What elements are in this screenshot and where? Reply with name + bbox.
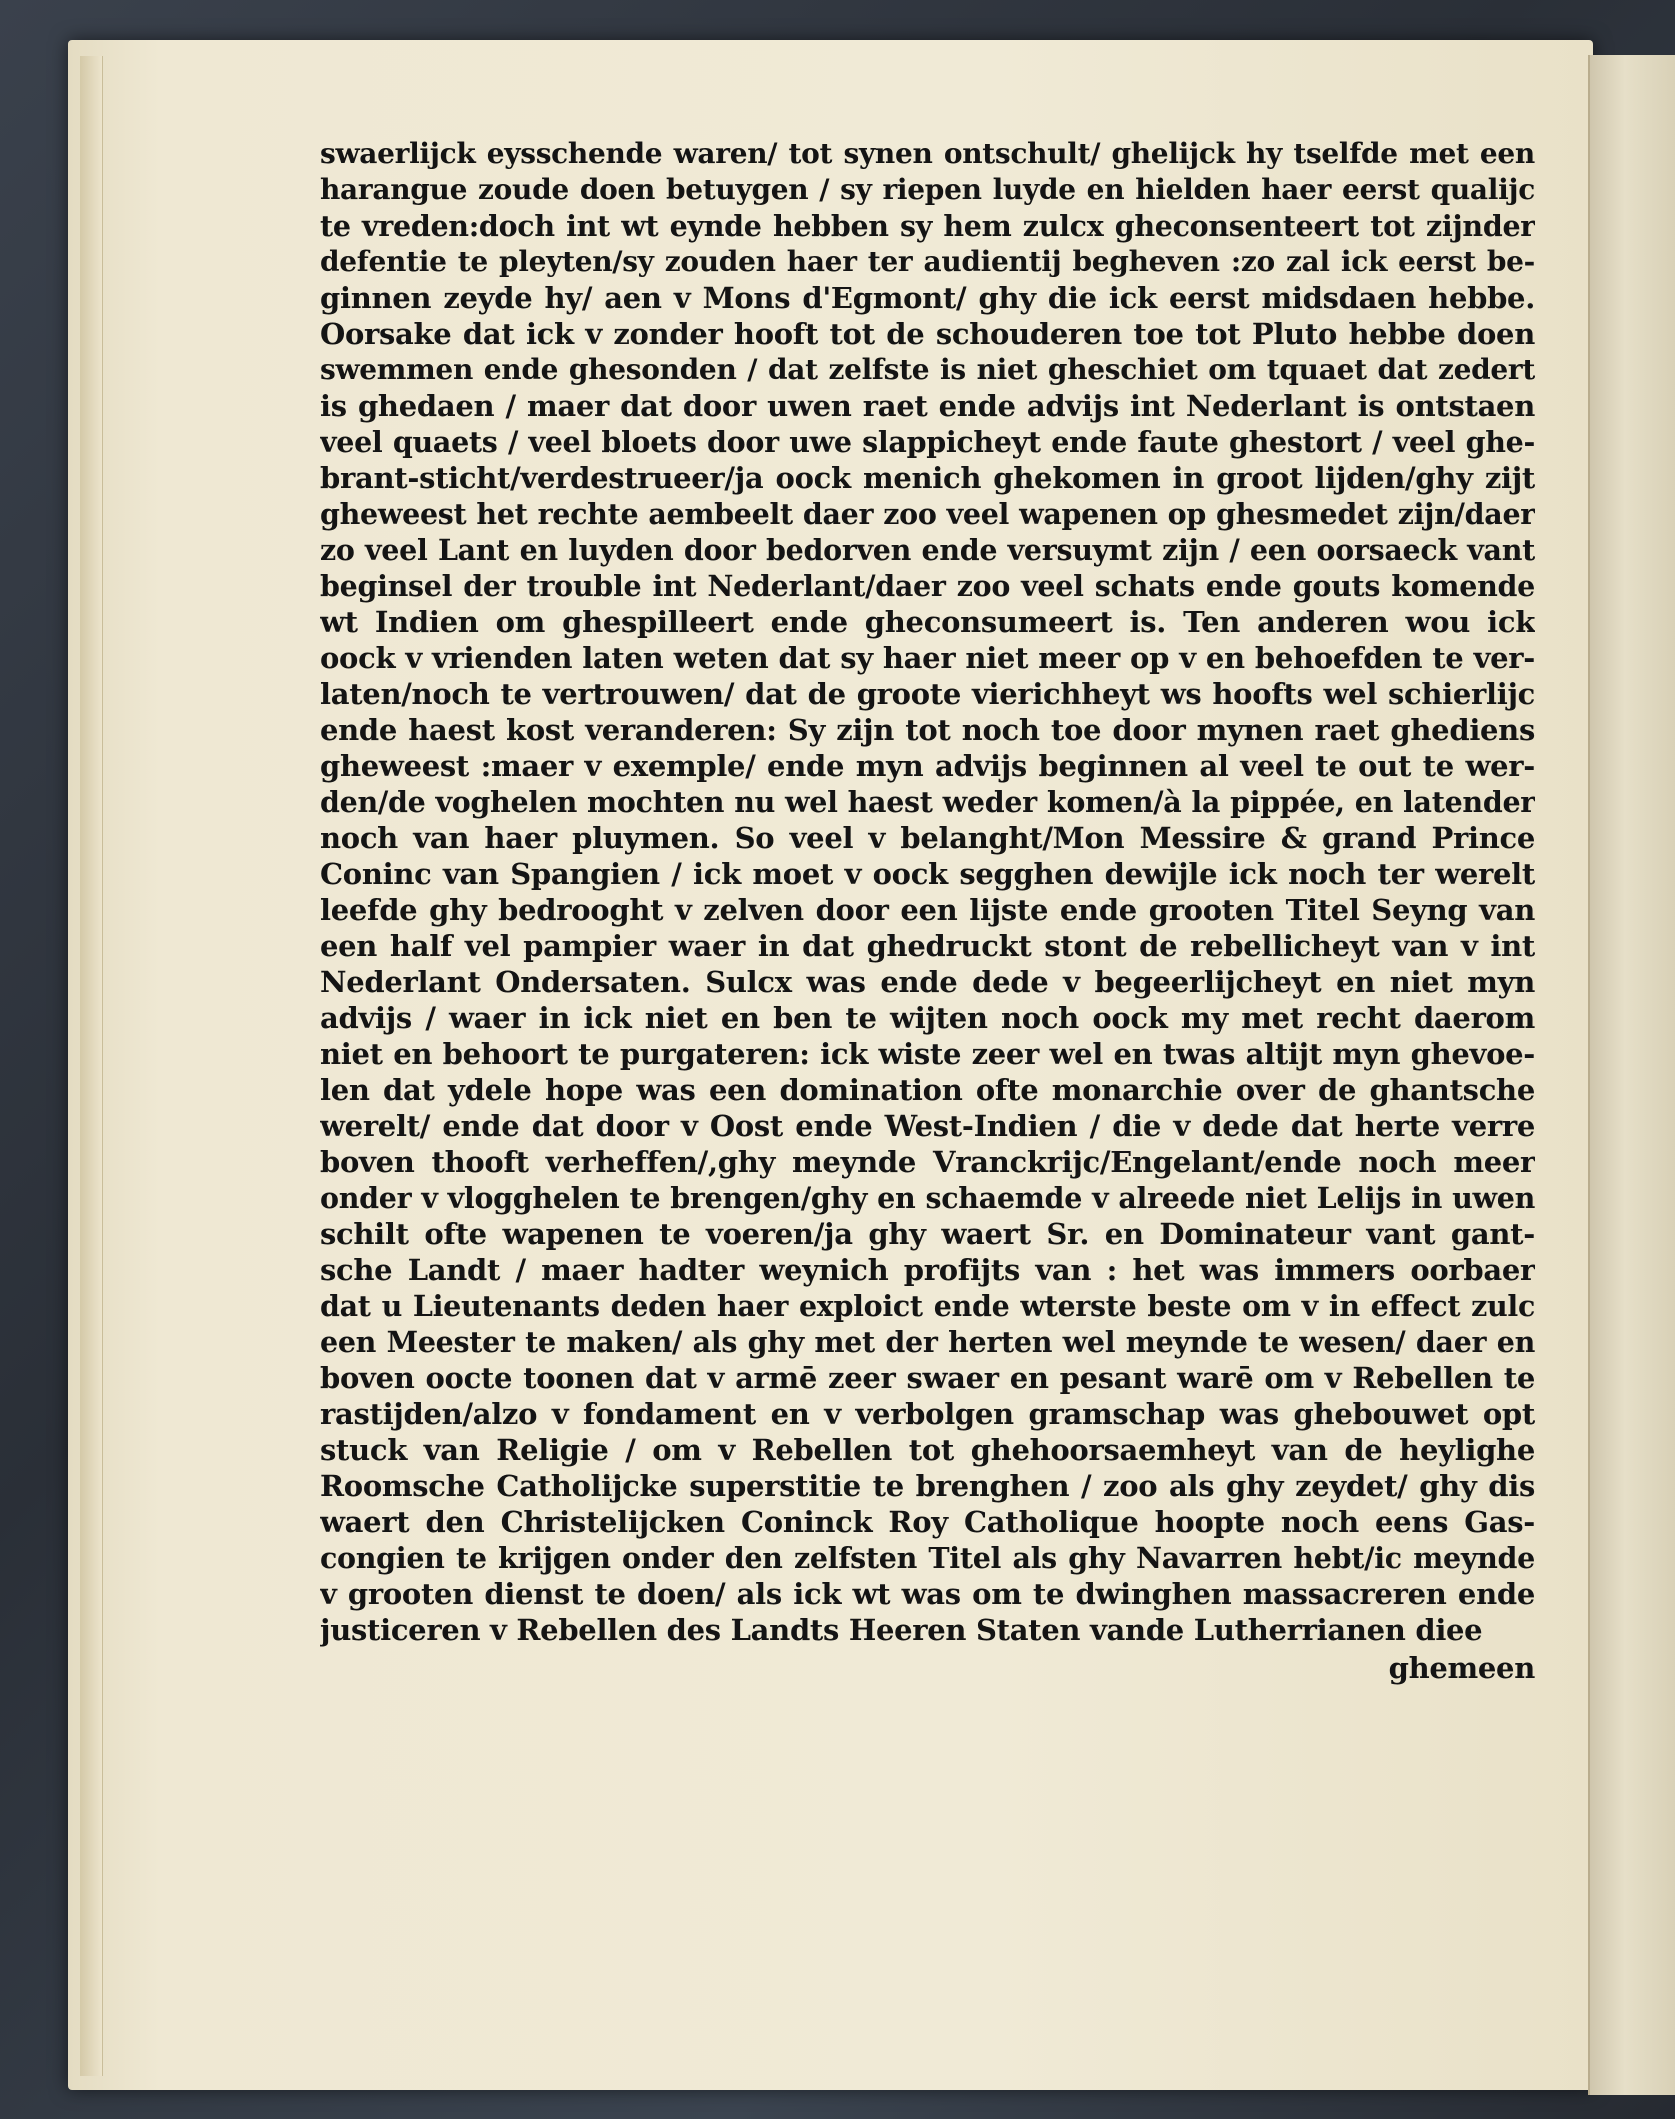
text-line: niet en behoort te purgateren: ick wiste zeer wel en twas altijt myn ghevoe- (320, 1037, 1535, 1071)
text-line: is ghedaen / maer dat door uwen raet ende advijs int Nederlant is ontstaen (320, 389, 1535, 423)
text-line: den/de voghelen mochten nu wel haest weder komen/à la pippée, en latender (320, 785, 1535, 819)
text-line: defentie te pleyten/sy zouden haer ter audientij begheven :zo zal ick eerst be- (320, 245, 1535, 278)
text-line: werelt/ ende dat door v Oost ende West-Indien / die v dede dat herte verre (320, 1109, 1535, 1143)
text-line: boven thooft verheffen/,ghy meynde Vranckrijc/Engelant/ende noch meer (320, 1145, 1535, 1179)
text-line: te vreden:doch int wt eynde hebben sy hem zulcx gheconsenteert tot zijnder (320, 209, 1535, 243)
text-line: boven oocte toonen dat v armē zeer swaer en pesant warē om v Rebellen te (320, 1361, 1535, 1395)
text-line: zo veel Lant en luyden door bedorven ende versuymt zijn / een oorsaeck vant (320, 533, 1535, 567)
text-line: beginsel der trouble int Nederlant/daer zoo veel schats ende gouts komende (320, 569, 1535, 603)
text-line: harangue zoude doen betuygen / sy riepen luyde en hielden haer eerst qualijc (320, 173, 1535, 206)
text-line: veel quaets / veel bloets door uwe slappicheyt ende faute ghestort / veel ghe- (320, 425, 1535, 459)
text-line: rastijden/alzo v fondament en v verbolgen gramschap was ghebouwet opt (320, 1397, 1535, 1431)
text-line: gheweest het rechte aembeelt daer zoo veel wapenen op ghesmedet zijn/daer (320, 497, 1535, 531)
text-line: wt Indien om ghespilleert ende gheconsumeert is. Ten anderen wou ick (320, 605, 1535, 639)
text-line: stuck van Religie / om v Rebellen tot ghehoorsaemheyt van de heylighe (320, 1433, 1535, 1467)
text-line: v grooten dienst te doen/ als ick wt was om te dwinghen massacreren ende (320, 1577, 1535, 1611)
text-line: justiceren v Rebellen des Landts Heeren Staten vande Lutherrianen diee (320, 1613, 1483, 1647)
text-line: een half vel pampier waer in dat ghedruckt stont de rebellicheyt van v int (320, 929, 1535, 963)
text-line: een Meester te maken/ als ghy met der herten wel meynde te wesen/ daer en (320, 1325, 1535, 1359)
text-line: congien te krijgen onder den zelfsten Titel als ghy Navarren hebt/ic meynde (320, 1541, 1535, 1575)
text-line: Roomsche Catholijcke superstitie te brenghen / zoo als ghy zeydet/ ghy dis (320, 1469, 1535, 1503)
text-line: sche Landt / maer hadter weynich profijts van : het was immers oorbaer (320, 1253, 1535, 1287)
text-line: onder v vlogghelen te brengen/ghy en schaemde v alreede niet Lelijs in uwen (320, 1181, 1535, 1215)
text-line: Coninc van Spangien / ick moet v oock segghen dewijle ick noch ter werelt (320, 857, 1535, 891)
text-line: dat u Lieutenants deden haer exploict ende wterste beste om v in effect zulc (320, 1289, 1535, 1323)
text-line: gheweest :maer v exemple/ ende myn advijs beginnen al veel te out te wer- (320, 749, 1535, 783)
text-line: brant-sticht/verdestrueer/ja oock menich ghekomen in groot lijden/ghy zijt (320, 461, 1535, 495)
page-gutter (80, 56, 103, 2076)
text-line: schilt ofte wapenen te voeren/ja ghy waert Sr. en Dominateur vant gant- (320, 1217, 1535, 1251)
text-line: noch van haer pluymen. So veel v belanght/Mon Messire & grand Prince (320, 821, 1535, 855)
text-line: ginnen zeyde hy/ aen v Mons d'Egmont/ ghy die ick eerst midsdaen hebbe. (320, 281, 1535, 315)
text-line: swemmen ende ghesonden / dat zelfste is niet gheschiet om tquaet dat zedert (320, 353, 1535, 386)
text-line: swaerlijck eysschende waren/ tot synen ontschult/ ghelijck hy tselfde met een (320, 137, 1535, 170)
text-line: Nederlant Ondersaten. Sulcx was ende dede v begeerlijcheyt en niet myn (320, 965, 1535, 999)
page-text (320, 136, 1535, 1686)
catchword: ghemeen (1388, 1651, 1535, 1685)
text-line: laten/noch te vertrouwen/ dat de groote vierichheyt ws hoofts wel schierlijc (320, 677, 1535, 711)
text-line: advijs / waer in ick niet en ben te wijten noch oock my met recht daerom (320, 1001, 1535, 1035)
text-line: len dat ydele hope was een domination ofte monarchie over de ghantsche (320, 1073, 1535, 1107)
text-line: waert den Christelijcken Coninck Roy Catholique hoopte noch eens Gas- (320, 1505, 1535, 1539)
text-line: oock v vrienden laten weten dat sy haer niet meer op v en behoefden te ver- (320, 641, 1535, 675)
text-line: leefde ghy bedrooght v zelven door een lijste ende grooten Titel Seyng van (320, 893, 1535, 927)
text-line: ende haest kost veranderen: Sy zijn tot noch toe door mynen raet ghediens (320, 713, 1535, 747)
facing-page-edge (1588, 55, 1675, 2095)
text-line: Oorsake dat ick v zonder hooft tot de schouderen toe tot Pluto hebbe doen (320, 317, 1535, 351)
